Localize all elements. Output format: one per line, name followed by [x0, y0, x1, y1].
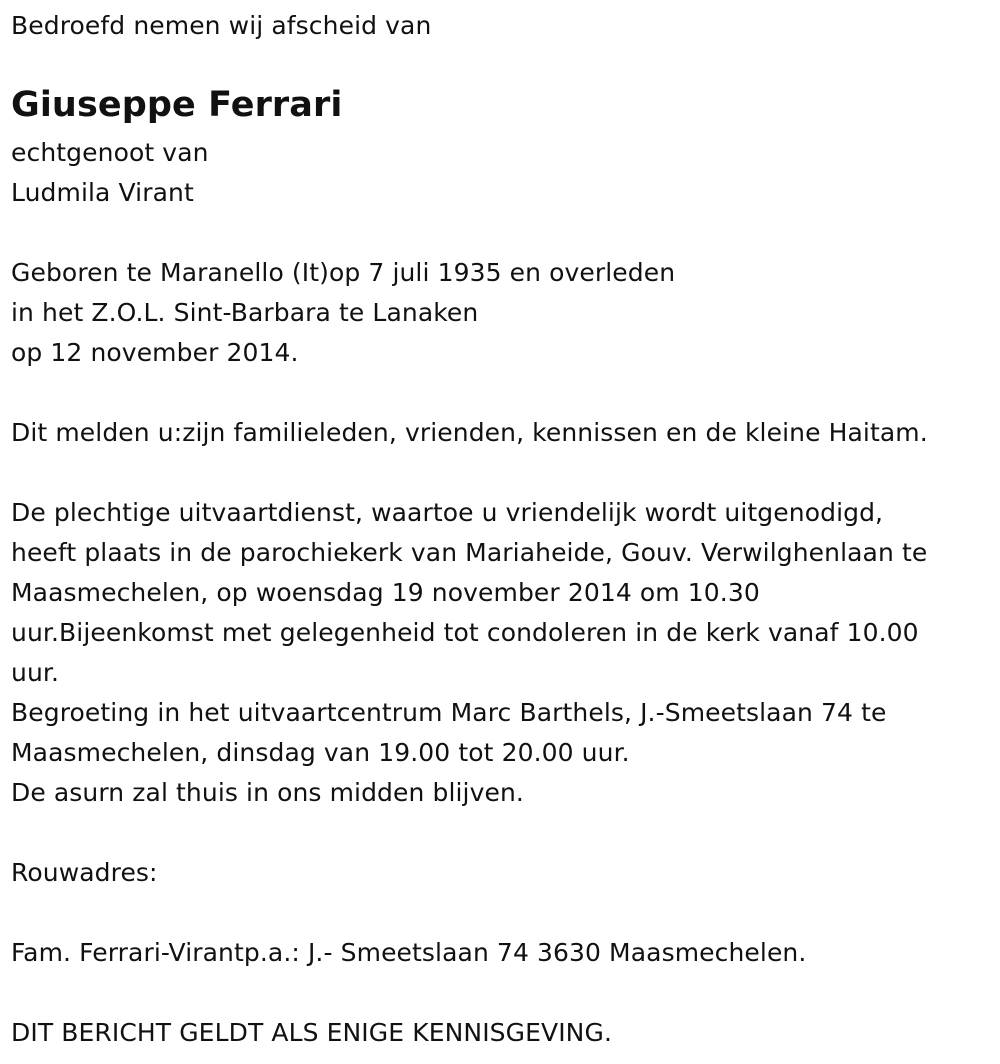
- spacer: [11, 373, 991, 413]
- death-notice: [11, 6, 991, 1053]
- ceremony-line: Maasmechelen, dinsdag van 19.00 tot 20.00 uur.: [11, 738, 630, 767]
- ceremony-line: uur.: [11, 658, 60, 687]
- spacer: [11, 453, 991, 493]
- intro-text: Bedroefd nemen wij afscheid van: [11, 11, 432, 40]
- spacer: [11, 813, 991, 853]
- address-label: Rouwadres:: [11, 858, 158, 887]
- spacer: [11, 213, 991, 253]
- ceremony-line: Begroeting in het uitvaartcentrum Marc Barthels, J.-Smeetslaan 74 te: [11, 698, 887, 727]
- spacer: [11, 893, 991, 933]
- ceremony-line: uur.Bijeenkomst met gelegenheid tot condoleren in de kerk vanaf 10.00: [11, 618, 919, 647]
- closing-text: DIT BERICHT GELDT ALS ENIGE KENNISGEVING.: [11, 1018, 612, 1047]
- ceremony-line: Maasmechelen, op woensdag 19 november 2014 om 10.30: [11, 578, 760, 607]
- ceremony-line: De plechtige uitvaartdienst, waartoe u vriendelijk wordt uitgenodigd,: [11, 498, 884, 527]
- ceremony-line: heeft plaats in de parochiekerk van Mariaheide, Gouv. Verwilghenlaan te: [11, 538, 928, 567]
- birth-death-line: op 12 november 2014.: [11, 338, 299, 367]
- ceremony-line: De asurn zal thuis in ons midden blijven.: [11, 778, 524, 807]
- announcers-text: Dit melden u:zijn familieleden, vrienden, kennissen en de kleine Haitam.: [11, 418, 928, 447]
- birth-death-line: Geboren te Maranello (It)op 7 juli 1935 en overleden: [11, 258, 676, 287]
- spacer: [11, 973, 991, 1013]
- address-text: Fam. Ferrari-Virantp.a.: J.- Smeetslaan 74 3630 Maasmechelen.: [11, 938, 807, 967]
- birth-death-line: in het Z.O.L. Sint-Barbara te Lanaken: [11, 298, 479, 327]
- deceased-name: Giuseppe Ferrari: [11, 85, 343, 125]
- spouse-relation: echtgenoot van: [11, 138, 209, 167]
- spouse-name: Ludmila Virant: [11, 178, 194, 207]
